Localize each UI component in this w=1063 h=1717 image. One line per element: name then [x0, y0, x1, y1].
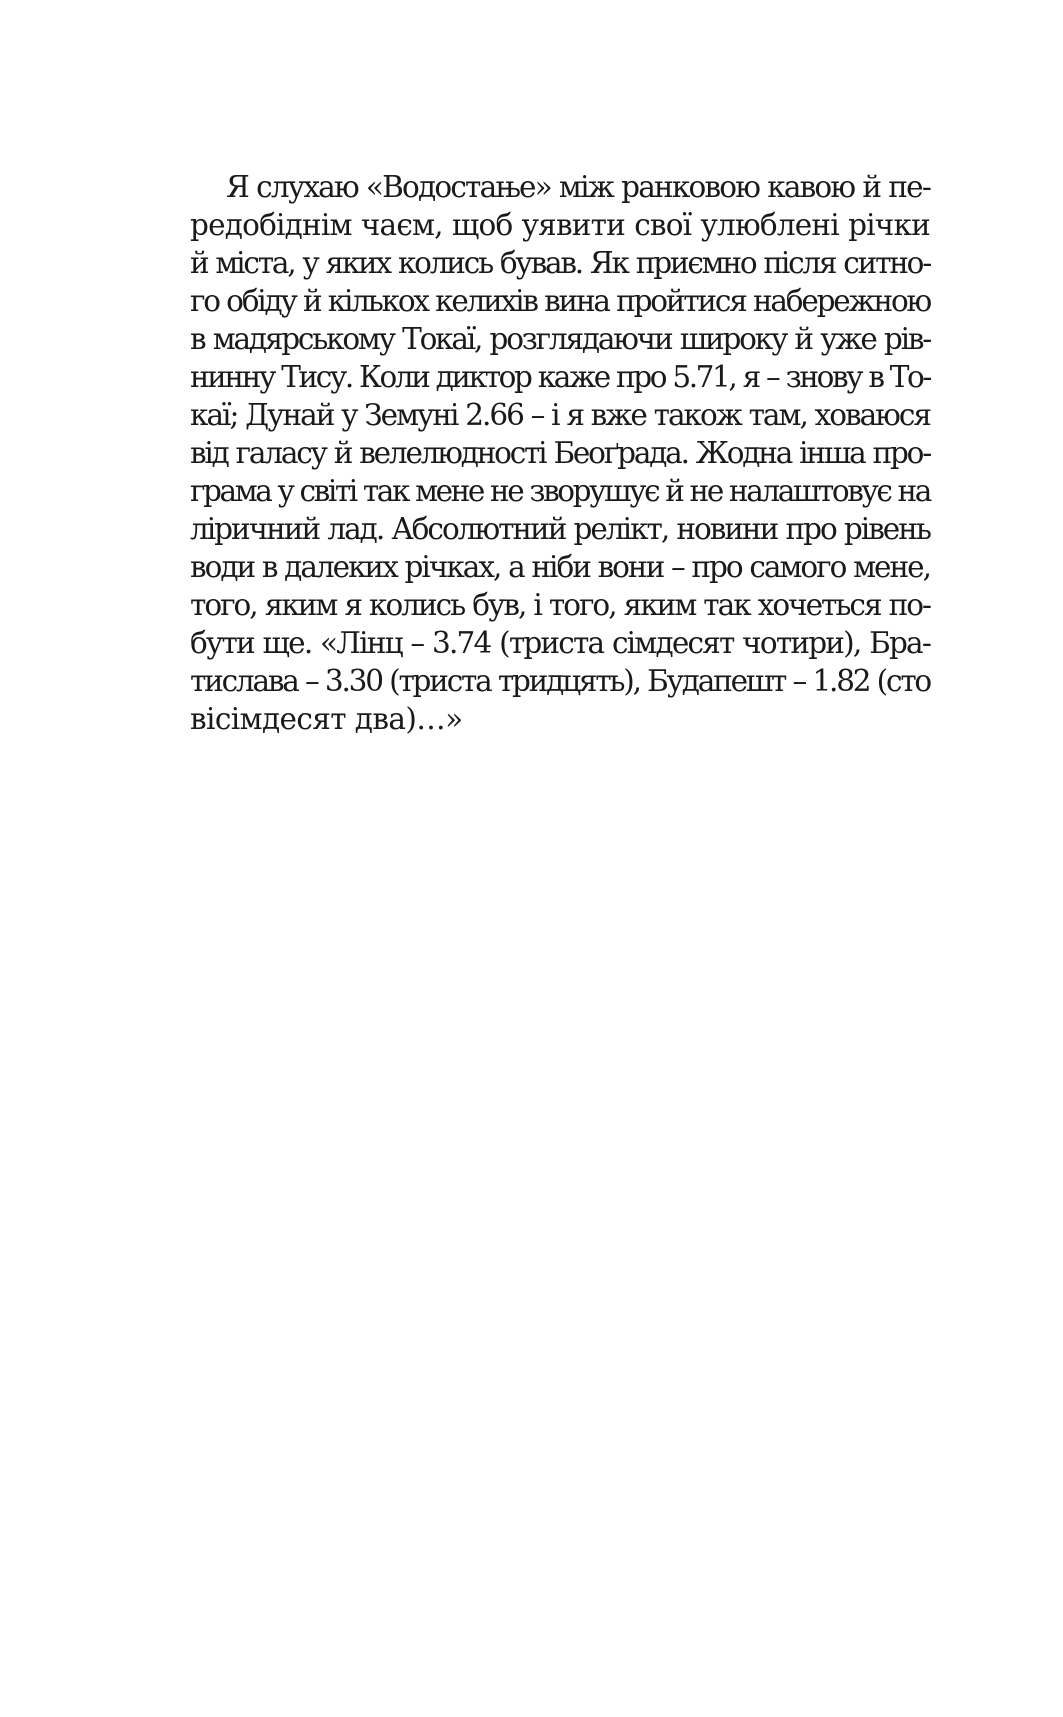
text-line-3: й міста, у яких колись бував. Як приємно після ситно- — [190, 246, 930, 280]
text-line-9: грама у світі так мене не зворушує й не налаштовує на — [190, 474, 930, 508]
text-line-4: го обіду й кількох келихів вина пройтися набережною — [190, 284, 930, 318]
text-line-10: ліричний лад. Абсолютний релікт, новини про рівень — [190, 512, 930, 546]
text-line-6: нинну Тису. Коли диктор каже про 5.71, я – знову в То- — [190, 360, 930, 394]
text-line-2: редобіднім чаєм, щоб уявити свої улюблені річки — [190, 208, 930, 242]
text-line-14: тислава – 3.30 (триста тридцять), Будапешт – 1.82 (сто — [190, 664, 930, 698]
text-line-8: від галасу й велелюдності Беоґрада. Жодна інша про- — [190, 436, 930, 470]
text-line-11: води в далеких річках, а ніби вони – про самого мене, — [190, 550, 930, 584]
body-paragraph — [190, 168, 930, 738]
text-line-13: бути ще. «Лінц – 3.74 (триста сімдесят чотири), Бра- — [190, 626, 930, 660]
text-line-5: в мадярському Токаї, розглядаючи широку й уже рів- — [190, 322, 930, 356]
text-line-12: того, яким я колись був, і того, яким так хочеться по- — [190, 588, 930, 622]
text-line-1: Я слухаю «Водостање» між ранковою кавою й пе- — [226, 170, 930, 204]
text-line-7: каї; Дунай у Земуні 2.66 – і я вже також там, ховаюся — [190, 398, 930, 432]
text-line-15: вісімдесят два)…» — [190, 702, 463, 736]
